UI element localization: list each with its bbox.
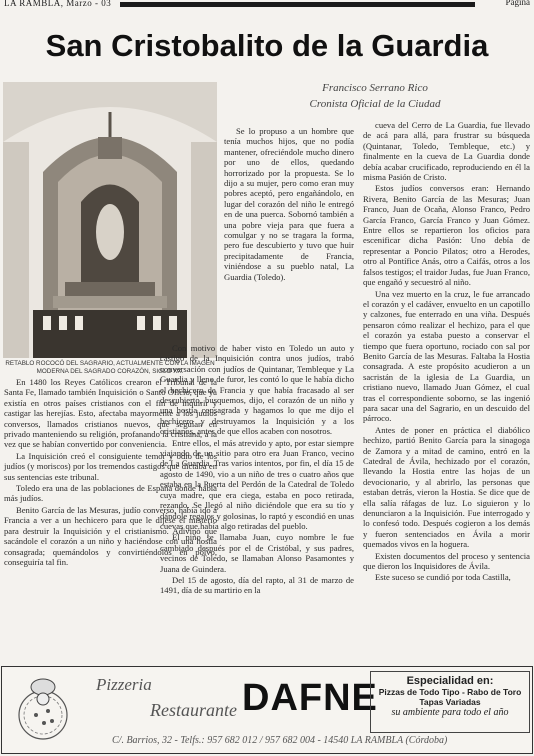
article-title: San Cristobalito de la Guardia — [45, 28, 489, 63]
paragraph: Con motivo de haber visto en Toledo un auto y castigo de la Inquisición contra unos judíos, trabó conversación con judíos de Quintanar, Tembleque y La Guardia y lleno de furor, les contó lo que le había dicho el hechicero de Francia y que había fracasado al ser descubierto, busquemos, dijo, el corazón de un niño y una hostia consagrada y hagamos lo que me dijo el hechicero y destruyamos la Inquisición y a los cristianos, antes de que ellos acaben con nosotros. — [160, 343, 354, 437]
paragraph: La Inquisición creó el consiguiente temor y odio de los judíos (y moriscos) por los tremendos castigos que dictaba en sus sentencias este tribunal. — [4, 450, 217, 482]
paragraph: cueva del Cerro de La Guardia, fue llevado de acá para allá, para frustrar su búsqueda (Quintanar, Toledo, Tembleque, etc.) y finalmente en la cueva de La Guardia donde debía acabar crucificado, reproduciendo en él la misma Pasión de Cristo. — [363, 120, 530, 183]
paragraph: En 1480 los Reyes Católicos crearon el Tribunal de la Santa Fe, llamado también Inquisición o Santo Oficio, que ya existía en otros países cristianos con el fin de inquirir y castigar las herejías. Esto, afectaba mayormente a los judíos conversos, llamados cristianos nuevos, que seguían en privado manteniendo su religión, profanando la cristiana, a la vez que se habían convertido por conveniencia. — [4, 377, 217, 450]
photo-caption: RETABLO ROCOCÓ DEL SAGRARIO, ACTUALMENTE CON LA IMAGEN MODERNA DEL SAGRADO CORAZÓN, SIGLO XX. — [5, 360, 215, 375]
header-page-label: Página — [505, 0, 530, 7]
paragraph: Una vez muerto en la cruz, le fue arrancado el corazón y el cadáver, envuelto en un capotillo y calzones, fue enterrado en una viña. Después pensaron cómo realizar el hechizo, para el que el corazón ya estaba puesto a conservar el tiempo que fuera oportuno, rociado con sal por Benito García de las Mesuras. Faltaba la Hostia consagrada. A este propósito acudieron a un sacristán de la iglesia de La Guardia, un cristiano nuevo, llamado Juan Gómez, el cual tras el correspondiente soborno, se las ingenió para sacar una del Sagrario, en un descuido del párroco. — [363, 288, 530, 424]
byline-author: Francisco Serrano Rico — [322, 82, 428, 94]
altarpiece-photo — [3, 82, 217, 358]
paragraph: Benito García de las Mesuras, judío converso, había ido a Francia a ver a un hechicero para que le dijese el misterio para destruir la Inquisición y el cristianismo. Adivinó que sacándole el corazón a un niño y haciéndose con una hostia consagrada; quemándolos y convirtiéndolos en polvo, conseguiría tal fin. — [4, 504, 217, 567]
header-rule — [120, 2, 475, 7]
ad-slogan: su ambiente para todo el año — [391, 707, 509, 718]
column-2-bottom — [160, 343, 354, 597]
page-header — [0, 0, 534, 10]
paragraph: Este suceso se cundió por toda Castilla, — [375, 572, 511, 583]
column-3 — [363, 120, 530, 584]
paragraph: Toledo era una de las poblaciones de España donde había más judíos. — [4, 483, 217, 504]
ad-address: C/. Barrios, 32 - Telfs.: 957 682 012 / 957 682 004 - 14540 LA RAMBLA (Córdoba) — [112, 735, 448, 746]
paragraph: Del 15 de agosto, día del rapto, al 31 de marzo de 1491, día de su martirio en la — [160, 574, 354, 596]
byline-role: Cronista Oficial de la Ciudad — [309, 98, 441, 110]
header-date: LA RAMBLA, Marzo - 03 — [4, 0, 112, 8]
ad-specialty-title: Especialidad en: — [406, 675, 494, 687]
paragraph: Existen documentos del proceso y sentencia que dieron los Inquisidores de Ávila. — [363, 550, 530, 572]
byline — [290, 80, 460, 112]
paragraph: El niño se llamaba Juan, cuyo nombre le fue cambiado después por el de Cristóbal, y sus padres, vecinos de Toledo, se llamaban Alonso Pasamontes y Juana de Guindera. — [160, 532, 354, 574]
paragraph: Antes de poner en práctica el diabólico hechizo, partió Benito García para la sinagoga de Zamora y a mitad de camino, entró en la Catedral de Ávila, hechizado por el corazón, llevando la Hostia entre las hojas de un devocionario, y al abrirlo, las personas que estaban detrás, vieron la Hostia. Se dice que de ella salía ráfagas de luz. Lo siguieron y lo denunciaron a la Inquisición. Fue interrogado y lo confesó todo. Después cogieron a los demás y fueron sentenciados en Ávila a morir quemados vivos en la hoguera. — [363, 424, 530, 550]
ad-specialty-box — [370, 671, 530, 733]
restaurant-advertisement — [1, 666, 533, 754]
pizza-chef-logo-icon — [14, 675, 72, 743]
ad-restaurant-name: DAFNE — [242, 677, 378, 719]
paragraph: Se lo propuso a un hombre que tenía muchos hijos, que no podía mantener, ofreciéndole mucho dinero por uno de ellos, quedando horrorizado por la propuesta. Se lo dijo a su mujer, pero como eran muy pobres aceptó, pero engañándolo, en lugar del corazón del niño le entregó en de una puerca. Sobornó también a una pobre vieja para que fuera a comulgar y no se tragara la forma, pero fue descubierto y tuvo que huir precipitadamente de Francia, viniéndose a su pueblo natal, La Guardia (Toledo). — [224, 126, 354, 282]
ad-pizzeria-label: Pizzeria — [96, 675, 152, 694]
altarpiece-illustration — [3, 82, 217, 358]
ad-restaurante-label: Restaurante — [150, 700, 237, 720]
ad-specialty-line: Tapas Variadas — [419, 697, 481, 707]
ad-specialty-line: Pizzas de Todo Tipo - Rabo de Toro — [378, 687, 522, 697]
paragraph: Entre ellos, el más atrevido y apto, por estar siempre viajando de un sitio para otro era Juan Franco, vecino de La Guardia. Tras varios intentos, por fin, el día 15 de agosto de 1490, vio a un niño de tres o cuatro años que estaba en la Puerta del Perdón de la Catedral de Toledo cuya madre, que era ciega, estaba en poco retirada, rezando. Se llegó al niño diciéndole que era su tío y dándole regalos y golosinas, lo raptó y escondió en unas cuevas que había algo retiradas del pueblo. — [160, 437, 354, 531]
column-2-top — [224, 126, 354, 283]
paragraph: Estos judíos conversos eran: Hernando Rivera, Benito García de las Mesuras; Juan Franco, Juan de Ocaña, Alonso Franco, Pedro García Franco, García Franco y Juan Gómez. Entre ellos se repartieron los oficios para escenificar dicha Pasión: Uno debía de representar a Poncio Pilatos; otro a Herodes, otro al Pontífice Anás, otro a Caifás, otros a los falsos testigos; el traidor Judas, fue Juan Franco, que engañó y secuestró al niño. — [363, 183, 530, 288]
